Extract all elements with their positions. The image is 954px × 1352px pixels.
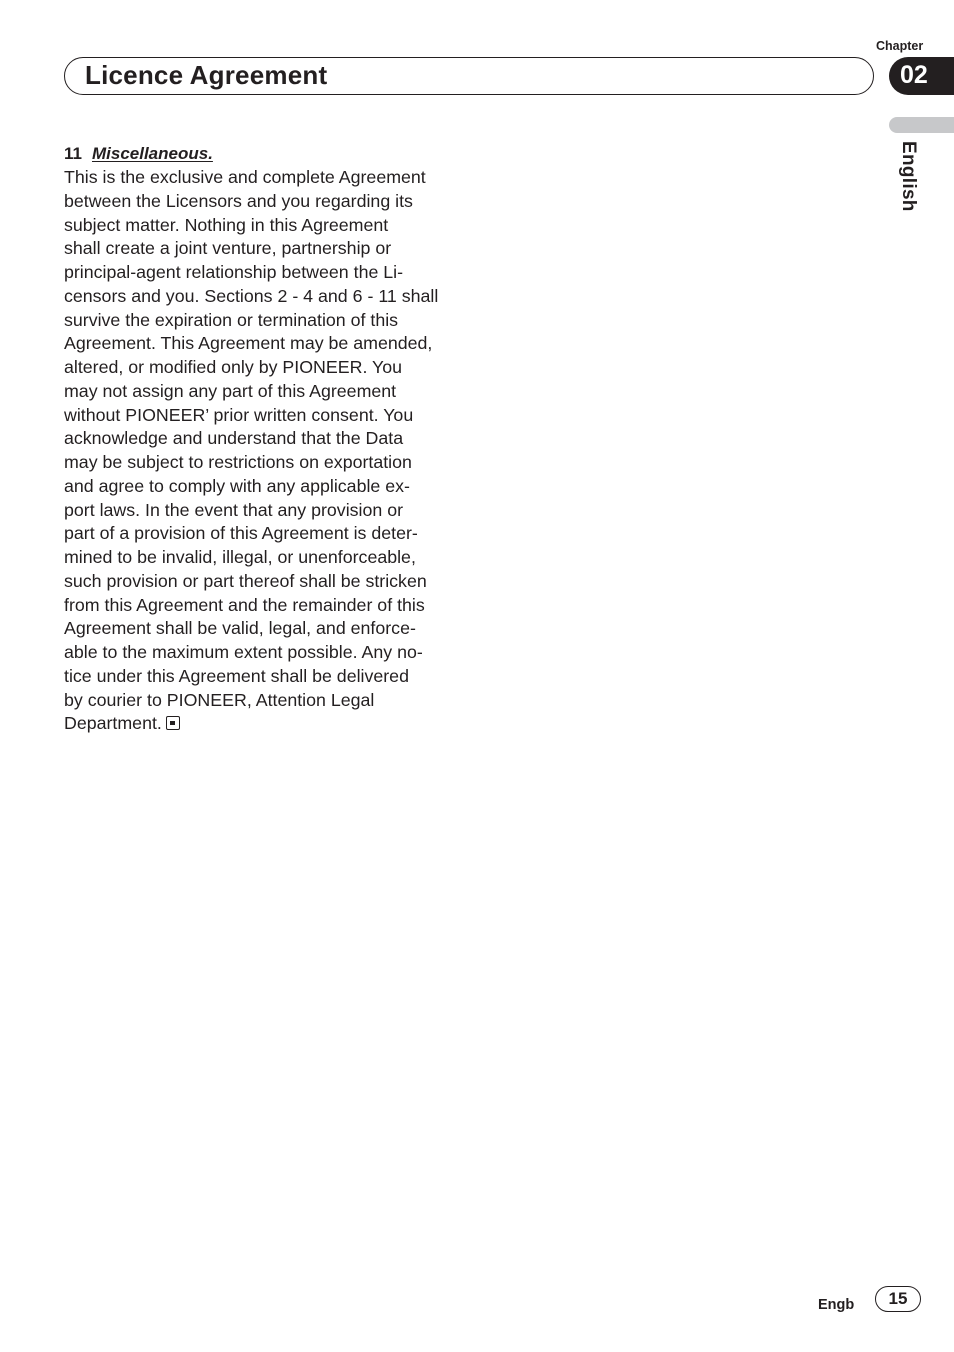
body-line-text: Department. [64, 713, 162, 734]
title-bar [64, 57, 874, 95]
body-line: acknowledge and understand that the Data [64, 428, 404, 449]
body-line: may not assign any part of this Agreement [64, 380, 397, 401]
body-line: such provision or part thereof shall be stricken [64, 570, 427, 591]
body-line: tice under this Agreement shall be delivered [64, 665, 409, 686]
chapter-label: Chapter [876, 39, 924, 53]
section-title: Miscellaneous. [91, 144, 213, 163]
body-line: censors and you. Sections 2 - 4 and 6 - 11 shall [64, 285, 439, 306]
body-line: mined to be invalid, illegal, or unenforceable, [64, 547, 416, 567]
page-number-badge [875, 1286, 921, 1312]
body-line: from this Agreement and the remainder of this [64, 594, 425, 615]
body-line: shall create a joint venture, partnership or [64, 238, 392, 259]
body-line-last [64, 712, 464, 736]
page-title: Licence Agreement [85, 60, 328, 90]
body-line: Agreement shall be valid, legal, and enforce- [64, 618, 416, 639]
language-tab-label: English [898, 141, 919, 212]
page-number: 15 [888, 1289, 908, 1308]
body-line: survive the expiration or termination of this [64, 309, 399, 330]
body-line: principal-agent relationship between the Li- [64, 262, 404, 282]
section-heading [64, 142, 464, 166]
footer-language-code: Engb [818, 1297, 855, 1313]
body-line: Agreement. This Agreement may be amended, [64, 333, 433, 354]
body-line: part of a provision of this Agreement is deter- [64, 523, 418, 544]
body-line: This is the exclusive and complete Agreement [64, 167, 426, 187]
body-line: without PIONEER’ prior written consent. You [64, 404, 414, 425]
body-line: able to the maximum extent possible. Any no- [64, 642, 423, 662]
section-body [64, 166, 464, 736]
body-line: between the Licensors and you regarding its [64, 190, 413, 211]
language-tab-marker [889, 117, 954, 133]
body-line: subject matter. Nothing in this Agreement [64, 214, 389, 235]
section-number: 11 [64, 144, 82, 163]
body-line: may be subject to restrictions on exportation [64, 452, 412, 472]
body-line: port laws. In the event that any provision or [64, 499, 404, 520]
section-miscellaneous [64, 142, 464, 736]
body-line: by courier to PIONEER, Attention Legal [64, 689, 375, 710]
body-line: altered, or modified only by PIONEER. You [64, 357, 403, 377]
body-line: and agree to comply with any applicable ex- [64, 475, 410, 496]
end-of-section-icon [166, 716, 180, 730]
chapter-number: 02 [900, 61, 928, 89]
chapter-tab [889, 57, 954, 95]
